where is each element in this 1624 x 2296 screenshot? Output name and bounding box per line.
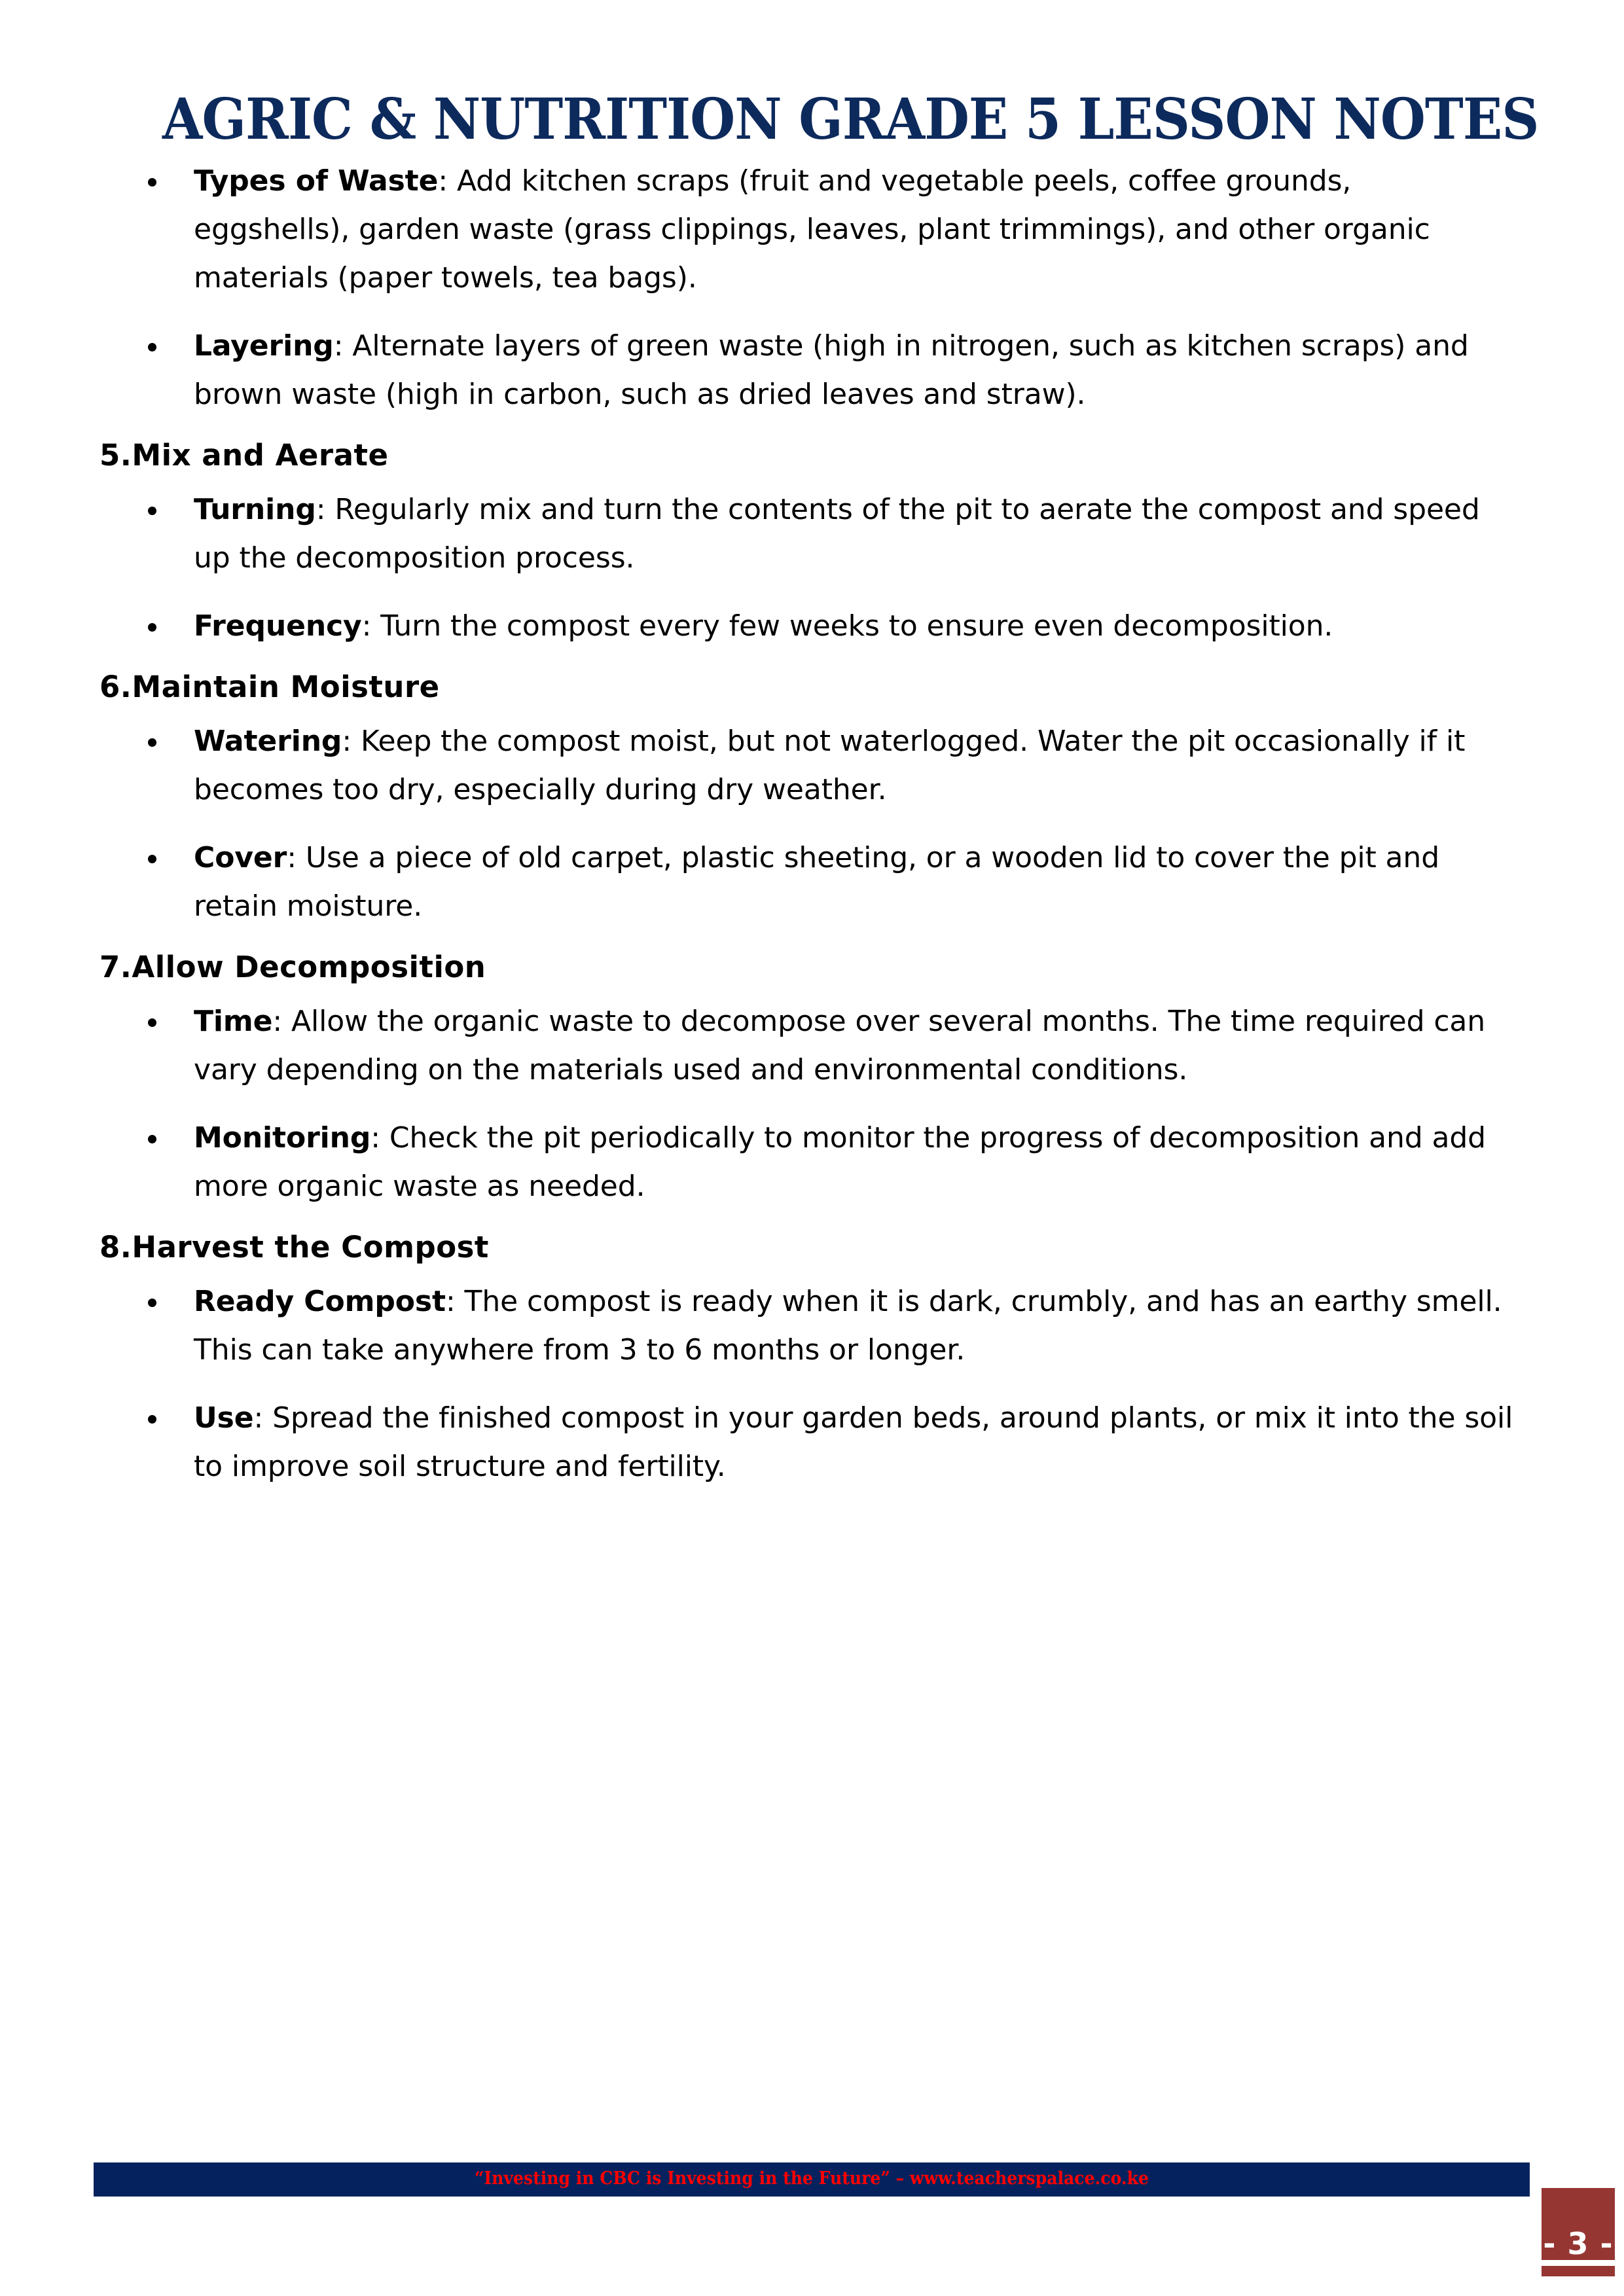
section-heading-label: Maintain Moisture xyxy=(132,670,440,704)
footer-bar xyxy=(94,2162,1530,2197)
bullet-dot-icon xyxy=(148,738,156,747)
list-item-term: Ready Compost xyxy=(194,1285,446,1318)
list-item-term: Use xyxy=(194,1401,254,1435)
list-item-text: : Spread the finished compost in your garden beds, around plants, or mix it into the soil to improve soil structure and fertility. xyxy=(194,1401,1513,1483)
group-harvest-the-compost xyxy=(97,1229,1514,1491)
bullet-dot-icon xyxy=(148,1415,156,1424)
section-heading xyxy=(99,949,1514,986)
list-item-text: : Turn the compost every few weeks to ensure even decomposition. xyxy=(361,609,1333,643)
group-maintain-moisture xyxy=(97,669,1514,931)
list-item-text: : Use a piece of old carpet, plastic sheeting, or a wooden lid to cover the pit and retain moisture. xyxy=(194,841,1440,923)
page-number-badge xyxy=(1542,2188,1615,2260)
list-item-term: Turning xyxy=(194,493,316,526)
list-item-text: : The compost is ready when it is dark, crumbly, and has an earthy smell. This can take anywhere from 3 to 6 months or longer. xyxy=(194,1285,1502,1367)
section-heading xyxy=(99,437,1514,474)
bullet-list xyxy=(97,157,1514,419)
list-item xyxy=(97,1114,1514,1211)
bullet-list xyxy=(97,1278,1514,1491)
list-item xyxy=(97,157,1514,302)
list-item xyxy=(97,1394,1514,1491)
section-number: 6. xyxy=(99,670,132,704)
list-item-text: : Check the pit periodically to monitor the progress of decomposition and add more organic waste as needed. xyxy=(194,1121,1486,1203)
bullet-dot-icon xyxy=(148,855,156,863)
section-number: 7. xyxy=(99,950,132,984)
list-item-term: Types of Waste xyxy=(194,164,439,198)
page-title: AGRIC & NUTRITION GRADE 5 LESSON NOTES xyxy=(162,86,1539,152)
list-item-term: Monitoring xyxy=(194,1121,371,1155)
list-item-term: Time xyxy=(194,1005,273,1038)
section-heading-label: Mix and Aerate xyxy=(132,438,389,473)
section-number: 5. xyxy=(99,438,132,473)
bullet-dot-icon xyxy=(148,1299,156,1307)
list-item-text: : Regularly mix and turn the contents of the pit to aerate the compost and speed up the decomposition process. xyxy=(194,493,1480,575)
bullet-list xyxy=(97,717,1514,931)
group-allow-decomposition xyxy=(97,949,1514,1211)
list-item xyxy=(97,322,1514,419)
page-number-label: - 3 - xyxy=(1543,2226,1614,2261)
bullet-dot-icon xyxy=(148,507,156,515)
list-item-text: : Alternate layers of green waste (high in nitrogen, such as kitchen scraps) and brown waste (high in carbon, such as dried leaves and straw). xyxy=(194,329,1469,411)
page-number-badge-strip xyxy=(1542,2266,1615,2276)
list-item-term: Layering xyxy=(194,329,334,363)
section-heading xyxy=(99,669,1514,706)
list-item-text: : Allow the organic waste to decompose over several months. The time required can vary depending on the materials used and environmental conditions. xyxy=(194,1005,1486,1086)
bullet-dot-icon xyxy=(148,1135,156,1143)
bullet-dot-icon xyxy=(148,178,156,187)
list-item-text: : Keep the compost moist, but not waterlogged. Water the pit occasionally if it becomes too dry, especially during dry weather. xyxy=(194,725,1466,806)
group-intro-bullets xyxy=(97,157,1514,419)
bullet-dot-icon xyxy=(148,623,156,632)
section-number: 8. xyxy=(99,1230,132,1265)
section-heading xyxy=(99,1229,1514,1266)
bullet-list xyxy=(97,486,1514,651)
document-body xyxy=(97,157,1514,1498)
bullet-dot-icon xyxy=(148,343,156,351)
list-item-term: Watering xyxy=(194,725,342,758)
list-item-term: Frequency xyxy=(194,609,362,643)
list-item xyxy=(97,717,1514,814)
footer-tagline: “Investing in CBC is Investing in the Future” – www.teacherspalace.co.ke xyxy=(474,2168,1149,2189)
section-heading-label: Harvest the Compost xyxy=(132,1230,489,1265)
group-mix-and-aerate xyxy=(97,437,1514,651)
list-item xyxy=(97,1278,1514,1374)
list-item xyxy=(97,486,1514,583)
bullet-list xyxy=(97,997,1514,1211)
list-item xyxy=(97,834,1514,931)
list-item-term: Cover xyxy=(194,841,287,874)
list-item xyxy=(97,997,1514,1094)
bullet-dot-icon xyxy=(148,1018,156,1027)
list-item-text: : Add kitchen scraps (fruit and vegetable peels, coffee grounds, eggshells), garden waste (grass clippings, leaves, plant trimmings), and other organic materials (paper towels, tea bags). xyxy=(194,164,1430,295)
section-heading-label: Allow Decomposition xyxy=(132,950,486,984)
list-item xyxy=(97,602,1514,651)
